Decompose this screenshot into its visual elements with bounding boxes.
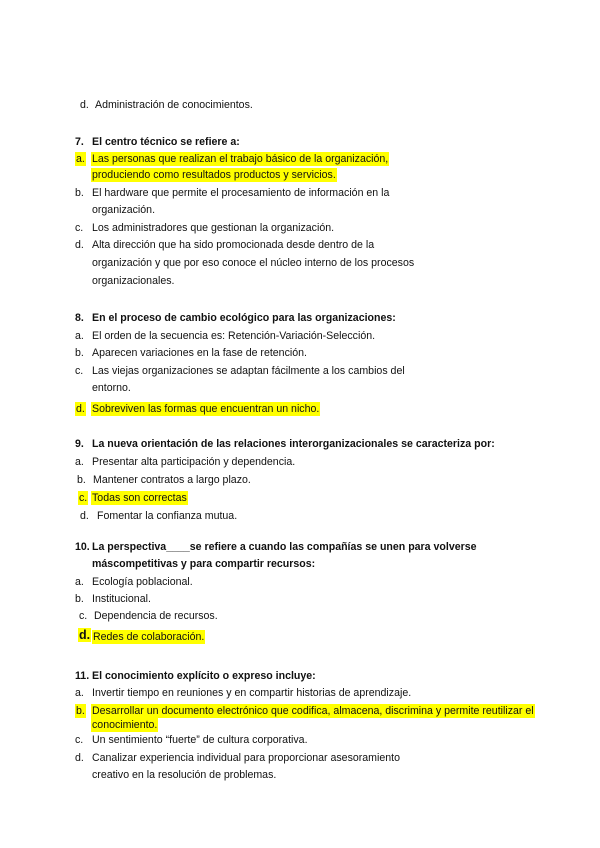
- q7-option-c-text: Los administradores que gestionan la organización.: [92, 222, 335, 234]
- q9-option-c-text: Todas son correctas: [92, 492, 187, 504]
- q7-option-d-line3: organizacionales.: [92, 275, 175, 287]
- q8-question: En el proceso de cambio ecológico para las organizaciones:: [92, 312, 396, 324]
- q7-option-a-letter: a.: [76, 153, 85, 165]
- q7-option-a-line1: Las personas que realizan el trabajo básico de la organización,: [92, 153, 389, 165]
- q9-option-c-letter: c.: [79, 492, 88, 504]
- q11-option-d-line1: Canalizar experiencia individual para proporcionar asesoramiento: [92, 752, 400, 764]
- q11-option-b-line2: conocimiento.: [92, 719, 158, 731]
- q8-option-b-letter: b.: [75, 347, 84, 359]
- q11-option-b-letter: b.: [76, 705, 85, 717]
- q8-option-c-line2: entorno.: [92, 382, 131, 394]
- q8-option-a-text: El orden de la secuencia es: Retención-Variación-Selección.: [92, 330, 376, 342]
- q7-option-b-letter: b.: [75, 187, 84, 199]
- q7-option-c-letter: c.: [75, 222, 84, 234]
- q7-option-d-line2: organización y que por eso conoce el núcleo interno de los procesos: [92, 257, 415, 269]
- q8-option-c-line1: Las viejas organizaciones se adaptan fácilmente a los cambios del: [92, 365, 405, 377]
- q8-option-d-letter: d.: [76, 403, 85, 415]
- q7-option-d-line1: Alta dirección que ha sido promocionada desde dentro de la: [92, 239, 375, 251]
- q11-question: El conocimiento explícito o expreso incluye:: [92, 670, 316, 682]
- q11-option-a-text: Invertir tiempo en reuniones y en compartir historias de aprendizaje.: [92, 687, 412, 699]
- q6-option-d-text: Administración de conocimientos.: [95, 99, 253, 111]
- q10-option-d-letter: d.: [79, 628, 91, 642]
- q8-number: 8.: [75, 312, 84, 324]
- q9-option-d-letter: d.: [80, 510, 89, 522]
- q11-option-c-text: Un sentimiento “fuerte” de cultura corporativa.: [92, 734, 308, 746]
- q8-option-c-letter: c.: [75, 365, 84, 377]
- q10-number: 10.: [75, 541, 90, 553]
- q10-option-b-text: Institucional.: [92, 593, 151, 605]
- q8-option-a-letter: a.: [75, 330, 84, 342]
- q11-option-c-letter: c.: [75, 734, 84, 746]
- q10-question-line2: máscompetitivas y para compartir recursos:: [92, 558, 316, 570]
- q10-option-b-letter: b.: [75, 593, 84, 605]
- q11-option-d-line2: creativo en la resolución de problemas.: [92, 769, 277, 781]
- q7-option-b-line2: organización.: [92, 204, 156, 216]
- q7-number: 7.: [75, 136, 84, 148]
- q9-number: 9.: [75, 438, 84, 450]
- q11-number: 11.: [75, 670, 90, 682]
- q11-option-d-letter: d.: [75, 752, 84, 764]
- q9-option-a-text: Presentar alta participación y dependencia.: [92, 456, 296, 468]
- q7-option-b-line1: El hardware que permite el procesamiento de información en la: [92, 187, 390, 199]
- q10-question-line1: La perspectiva____se refiere a cuando las compañías se unen para volverse: [92, 541, 477, 553]
- q9-option-a-letter: a.: [75, 456, 84, 468]
- q8-option-d-text: Sobreviven las formas que encuentran un nicho.: [92, 403, 320, 415]
- q10-option-a-text: Ecología poblacional.: [92, 576, 193, 588]
- q8-option-b-text: Aparecen variaciones en la fase de retención.: [92, 347, 307, 359]
- q10-option-c-text: Dependencia de recursos.: [94, 610, 218, 622]
- q6-option-d-letter: d.: [80, 99, 89, 111]
- q11-option-b-line1: Desarrollar un documento electrónico que codifica, almacena, discrimina y permite reutilizar el: [92, 705, 534, 717]
- q9-question: La nueva orientación de las relaciones interorganizacionales se caracteriza por:: [92, 438, 495, 450]
- q10-option-c-letter: c.: [79, 610, 88, 622]
- q10-option-d-text: Redes de colaboración.: [93, 631, 205, 643]
- q9-option-b-letter: b.: [77, 474, 86, 486]
- q11-option-a-letter: a.: [75, 687, 84, 699]
- q7-question: El centro técnico se refiere a:: [92, 136, 240, 148]
- q9-option-b-text: Mantener contratos a largo plazo.: [93, 474, 251, 486]
- q7-option-a-line2: produciendo como resultados productos y servicios.: [92, 169, 336, 181]
- q7-option-d-letter: d.: [75, 239, 84, 251]
- q9-option-d-text: Fomentar la confianza mutua.: [97, 510, 238, 522]
- q10-option-a-letter: a.: [75, 576, 84, 588]
